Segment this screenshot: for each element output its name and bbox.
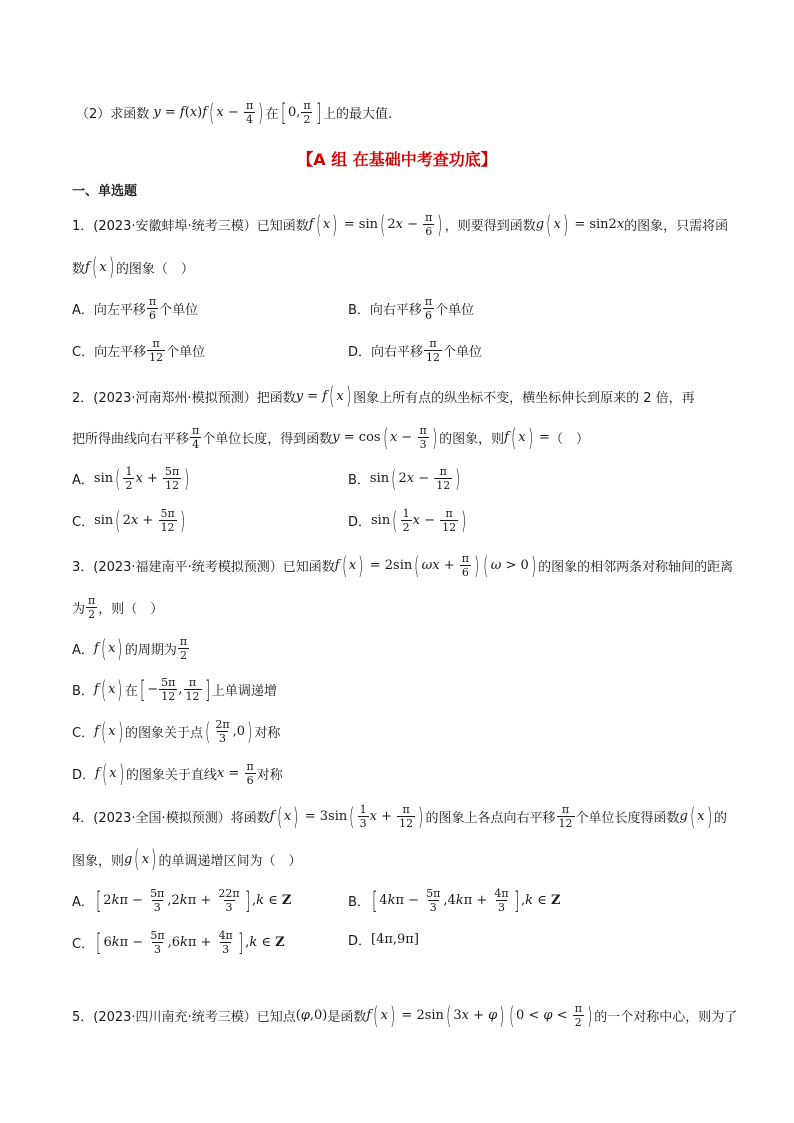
q5-line1: 5．(2023·四川南充·统考三模）已知点 ( φ ,0) 是函数 f ( x ) = 2sin ( 3 x + φ ) ( 0 < φ < $\frac{\pi}{2}$ ) 的一个对称中心，则为了 xyxy=(72,1001,738,1030)
q1-tail: 的图象，只需将函 xyxy=(624,219,729,234)
q4-option-b-label: B． xyxy=(348,895,370,910)
q1-line2: 的图象（ ） xyxy=(115,261,194,277)
q1-option-d-unit: 个单位 xyxy=(443,345,483,360)
q4-option-d-label: D． xyxy=(348,934,372,949)
q1-option-a-label: A．向左平移 xyxy=(72,303,146,318)
q3-option-c-text-a: 的图象关于点 xyxy=(124,726,203,741)
q4-line1: 4．(2023·全国·模拟预测）将函数 f ( x ) = 3sin ( $\frac{1}{3}$ x + $\frac{\pi}{12}$ ) 的图象上各点向右平移 $\frac{\pi}{12}$ 个单位长度得函数 g ( x ) 的 xyxy=(72,802,727,831)
q3-prefix: 3．(2023·福建南平·统考模拟预测）已知函数 xyxy=(72,560,335,575)
q1-option-d[interactable]: D．向右平移 $\frac{\pi}{12}$ 个单位 xyxy=(348,337,483,364)
q3-option-b-label: B． xyxy=(72,684,94,699)
q3-option-b-text-b: 上单调递增 xyxy=(211,684,277,699)
q3-line2: 为 $\frac{\pi}{2}$ ，则（ ） xyxy=(72,594,164,621)
q3-option-b-text-a: 在 xyxy=(124,684,138,699)
q3-line1: 3．(2023·福建南平·统考模拟预测）已知函数 f ( x ) = 2sin ( ωx + $\frac{\pi}{6}$ ) ( ω > 0 ) 的图象的相邻两条对称轴间的距离 xyxy=(72,551,734,580)
q3-option-d-text-a: 的图象关于直线 xyxy=(125,768,217,783)
part2-line: （2）求函数 y = f ( x ) f ( x − $\frac{\pi}{4}$ ) 在 [ 0, $\frac{\pi}{2}$ ] 上的最大值. xyxy=(76,98,393,127)
q2-option-a-label: A． xyxy=(72,473,94,488)
q1-line2: 数 f ( x ) 的图象（ ） xyxy=(72,253,194,281)
q1-line1: 1．(2023·安徽蚌埠·统考三模）已知函数 f ( x ) = sin ( 2 x − $\frac{\pi}{6}$ ) ，则要得到函数 g ( x ) = sin2 x 的图象，只需将函 xyxy=(72,210,729,239)
q3-option-c[interactable]: C． f ( x ) 的图象关于点 ( $\frac{2\pi}{3}$ ,0 ) 对称 xyxy=(72,717,281,746)
q4-tail2: 的 xyxy=(713,811,727,826)
q1-option-c-unit: 个单位 xyxy=(166,345,206,360)
q4-option-b[interactable]: B． [ 4 k π − $\frac{5\pi}{3}$ ,4 k π + $\frac{4\pi}{3}$ ] , k ∈ Z xyxy=(348,886,561,915)
q2-line2: 把所得曲线向右平移 $\frac{\pi}{4}$ 个单位长度，得到函数 y = cos ( x − $\frac{\pi}{3}$ ) 的图象，则 f ( x ) = （ ） xyxy=(72,423,590,452)
q5-tail: 的一个对称中心，则为了 xyxy=(594,1010,738,1025)
q2-line2-b: 个单位长度，得到函数 xyxy=(202,432,333,447)
q3-option-a[interactable]: A． f ( x ) 的周期为 $\frac{\pi}{2}$ xyxy=(72,634,188,663)
q1-option-a[interactable]: A．向左平移 $\frac{\pi}{6}$ 个单位 xyxy=(72,295,199,322)
q2-option-c[interactable]: C． sin ( 2 x + $\frac{5\pi}{12}$ ) xyxy=(72,506,185,535)
q4-option-a[interactable]: A． [ 2 k π − $\frac{5\pi}{3}$ ,2 k π + $\frac{22\pi}{3}$ ] , k ∈ Z xyxy=(72,886,292,915)
q5-prefix: 5．(2023·四川南充·统考三模）已知点 xyxy=(72,1010,296,1025)
q4-tail: 个单位长度得函数 xyxy=(575,811,680,826)
q3-line2-a: 为 xyxy=(72,602,86,617)
q3-option-a-text: 的周期为 xyxy=(124,643,177,658)
q1-prefix: 1．(2023·安徽蚌埠·统考三模）已知函数 xyxy=(72,219,309,234)
q1-option-b-label: B．向右平移 xyxy=(348,303,422,318)
part2-label: （2）求函数 xyxy=(76,107,150,122)
q1-option-b-unit: 个单位 xyxy=(435,303,475,318)
group-title: 【A 组 在基础中考查功底】 xyxy=(297,150,497,169)
q4-option-c[interactable]: C． [ 6 k π − $\frac{5\pi}{3}$ ,6 k π + $\frac{4\pi}{3}$ ] , k ∈ Z xyxy=(72,928,285,957)
q4-prefix: 4．(2023·全国·模拟预测）将函数 xyxy=(72,811,270,826)
q1-option-c-label: C．向左平移 xyxy=(72,345,147,360)
q2-option-d-label: D． xyxy=(348,515,372,530)
q2-line2-c: 的图象，则 xyxy=(439,432,505,447)
q2-tail: 图象上所有点的纵坐标不变，横坐标伸长到原来的 2 倍，再 xyxy=(353,390,695,406)
q2-option-a[interactable]: A． sin ( $\frac{1}{2}$ x + $\frac{5\pi}{12}$ ) xyxy=(72,464,190,493)
q2-option-b[interactable]: B． sin ( 2 x − $\frac{\pi}{12}$ ) xyxy=(348,464,461,493)
q3-option-d-label: D． xyxy=(72,768,96,783)
q1-line2-pre: 数 xyxy=(72,261,86,277)
q2-line1: 2．(2023·河南郑州·模拟预测）把函数 y = f ( x ) 图象上所有点的纵坐标不变，横坐标伸长到原来的 2 倍，再 xyxy=(72,382,695,410)
part2-tail-a: 在 xyxy=(265,107,279,122)
q2-line2-d: （ ） xyxy=(550,432,590,447)
q3-option-b[interactable]: B． f ( x ) 在 [ − $\frac{5\pi}{12}$ , $\frac{\pi}{12}$ ] 上单调递增 xyxy=(72,675,277,704)
q3-option-a-label: A． xyxy=(72,643,94,658)
q2-option-d[interactable]: D． sin ( $\frac{1}{2}$ x − $\frac{\pi}{12}$ ) xyxy=(348,506,467,535)
q3-option-c-text-b: 对称 xyxy=(254,726,281,741)
q4-option-c-label: C． xyxy=(72,937,95,952)
q4-line2-a: 图象，则 xyxy=(72,853,125,869)
q1-option-c[interactable]: C．向左平移 $\frac{\pi}{12}$ 个单位 xyxy=(72,337,206,364)
q4-line2-b: 的单调递增区间为（ ） xyxy=(158,853,302,869)
q3-option-d-text-b: 对称 xyxy=(256,768,283,783)
q2-option-b-label: B． xyxy=(348,473,370,488)
q4-option-d[interactable]: D． [4π,9π] xyxy=(348,932,419,949)
q3-option-c-label: C． xyxy=(72,726,95,741)
q3-tail: 的图象的相邻两条对称轴间的距离 xyxy=(538,560,734,575)
q4-mid: 的图象上各点向右平移 xyxy=(425,811,556,826)
q3-option-d[interactable]: D． f ( x ) 的图象关于直线 x = $\frac{\pi}{6}$ 对称 xyxy=(72,759,283,788)
part2-tail-b: 上的最大值. xyxy=(322,107,393,122)
q1-option-a-unit: 个单位 xyxy=(159,303,199,318)
q2-line2-a: 把所得曲线向右平移 xyxy=(72,432,190,447)
q5-mid: 是函数 xyxy=(327,1010,367,1025)
q2-option-c-label: C． xyxy=(72,515,95,530)
q1-mid: ，则要得到函数 xyxy=(444,219,536,234)
q4-line2: 图象，则 g ( x ) 的单调递增区间为（ ） xyxy=(72,845,302,873)
q1-option-d-label: D．向右平移 xyxy=(348,345,424,360)
q1-option-b[interactable]: B．向右平移 $\frac{\pi}{6}$ 个单位 xyxy=(348,295,475,322)
q3-line2-b: ，则（ ） xyxy=(98,602,164,617)
q2-prefix: 2．(2023·河南郑州·模拟预测）把函数 xyxy=(72,390,296,406)
q4-option-a-label: A． xyxy=(72,895,94,910)
section-heading: 一、单选题 xyxy=(72,184,138,199)
